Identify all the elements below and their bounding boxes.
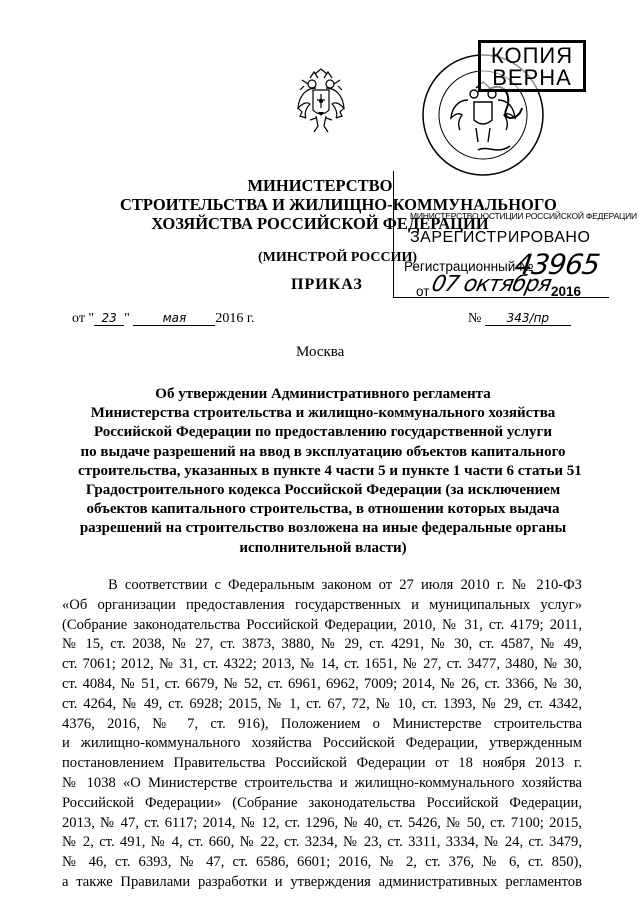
- body-line: а также Правилами разработки и утверждения административных регламентов: [62, 873, 582, 890]
- registration-org: МИНИСТЕРСТВО ЮСТИЦИИ РОССИЙСКОЙ ФЕДЕРАЦИИ: [410, 211, 637, 221]
- order-date-mid: ": [124, 311, 130, 326]
- document-title: [78, 385, 582, 558]
- body-line: 4376, 2016, № 7, ст. 916), Положением о Министерстве строительства: [62, 715, 582, 732]
- registration-date-label: от: [416, 284, 430, 299]
- title-line: Градостроительного кодекса Российской Федерации (за исключением: [85, 482, 561, 499]
- title-line: по выдаче разрешений на ввод в эксплуатацию объектов капитального: [80, 443, 566, 460]
- title-line: строительства, указанных в пункте 4 части 5 и пункте 1 части 6 статьи 51: [78, 462, 582, 479]
- order-date: [72, 311, 255, 327]
- title-line: Министерства строительства и жилищно-коммунального хозяйства: [90, 405, 556, 422]
- order-number-label: №: [468, 311, 482, 326]
- document-type: ПРИКАЗ: [291, 276, 363, 293]
- body-line: ст. 7061; 2012, № 31, ст. 4322; 2013, № 14, ст. 1651, № 27, ст. 3477, 3480, № 30,: [62, 656, 582, 673]
- title-line: разрешений на строительство возложена на иные федеральные органы: [79, 520, 567, 537]
- registration-number-label: Регистрационный №: [404, 259, 534, 274]
- ministry-line-1: МИНИСТЕРСТВО: [247, 176, 393, 195]
- body-line: № 46, ст. 6393, № 47, ст. 6586, 6601; 2016, № 2, ст. 376, № 6, ст. 850),: [62, 854, 582, 871]
- russian-coat-of-arms-icon: [296, 68, 346, 134]
- ministry-line-3: ХОЗЯЙСТВА РОССИЙСКОЙ ФЕДЕРАЦИИ: [151, 214, 489, 233]
- order-number-value: 343/пр: [485, 311, 571, 326]
- body-line: и жилищно-коммунального хозяйства Российской Федерации, утвержденным: [62, 735, 582, 752]
- body-line: В соответствии с Федеральным законом от 27 июля 2010 г. № 210-ФЗ: [108, 577, 582, 593]
- order-date-day: 23: [94, 311, 124, 326]
- ministry-line-2: СТРОИТЕЛЬСТВА И ЖИЛИЩНО-КОММУНАЛЬНОГО: [120, 195, 557, 214]
- body-line: № 2, ст. 491, № 4, ст. 660, № 22, ст. 3234, № 23, ст. 3311, 3334, № 24, ст. 3479,: [62, 834, 582, 851]
- registration-date-value: 07 октября: [429, 272, 554, 297]
- city: Москва: [296, 344, 345, 360]
- registration-number-value: 43965: [512, 248, 602, 281]
- order-number: [468, 311, 571, 327]
- registration-year: 2016: [551, 284, 582, 299]
- copy-verified-stamp: КОПИЯ ВЕРНА: [478, 40, 586, 92]
- body-line: (Собрание законодательства Российской Федерации, 2010, № 31, ст. 4179; 2011,: [62, 616, 582, 633]
- body-line: постановлением Правительства Российской Федерации от 18 ноября 2013 г.: [62, 755, 582, 772]
- body-line: ст. 4084, № 51, ст. 6679, № 52, ст. 6961, 6962, 7009; 2014, № 26, ст. 3366, № 30,: [62, 675, 582, 692]
- order-date-month: мая: [133, 311, 215, 326]
- order-date-year: 2016 г.: [215, 311, 255, 326]
- document-body: [62, 576, 582, 893]
- title-line: Российской Федерации по предоставлению государственной услуги: [93, 424, 552, 441]
- title-line: исполнительной власти): [239, 539, 407, 556]
- body-line: «Об организации предоставления государственных и муниципальных услуг»: [62, 596, 582, 613]
- ministry-short-name: (МИНСТРОЙ РОССИИ): [258, 250, 418, 265]
- body-line: Российской Федерации» (Собрание законодательства Российской Федерации,: [62, 794, 582, 811]
- title-line: Об утверждении Административного регламента: [155, 386, 491, 402]
- body-line: ст. 4264, № 49, ст. 6928; 2015, № 1, ст. 67, 72, № 10, ст. 1393, № 29, ст. 4342,: [62, 695, 582, 712]
- title-line: объектов капитального строительства, в отношении которых выдача: [86, 501, 560, 518]
- order-date-prefix: от ": [72, 311, 95, 326]
- body-line: 2013, № 47, ст. 6117; 2014, № 12, ст. 1296, № 40, ст. 5426, № 50, ст. 7100; 2015,: [62, 814, 582, 831]
- registration-title: ЗАРЕГИСТРИРОВАНО: [410, 229, 591, 246]
- body-line: № 15, ст. 2038, № 27, ст. 3873, 3880, № 29, ст. 4291, № 30, ст. 4587, № 49,: [62, 636, 582, 653]
- body-line: № 1038 «О Министерстве строительства и жилищно-коммунального хозяйства: [62, 774, 582, 791]
